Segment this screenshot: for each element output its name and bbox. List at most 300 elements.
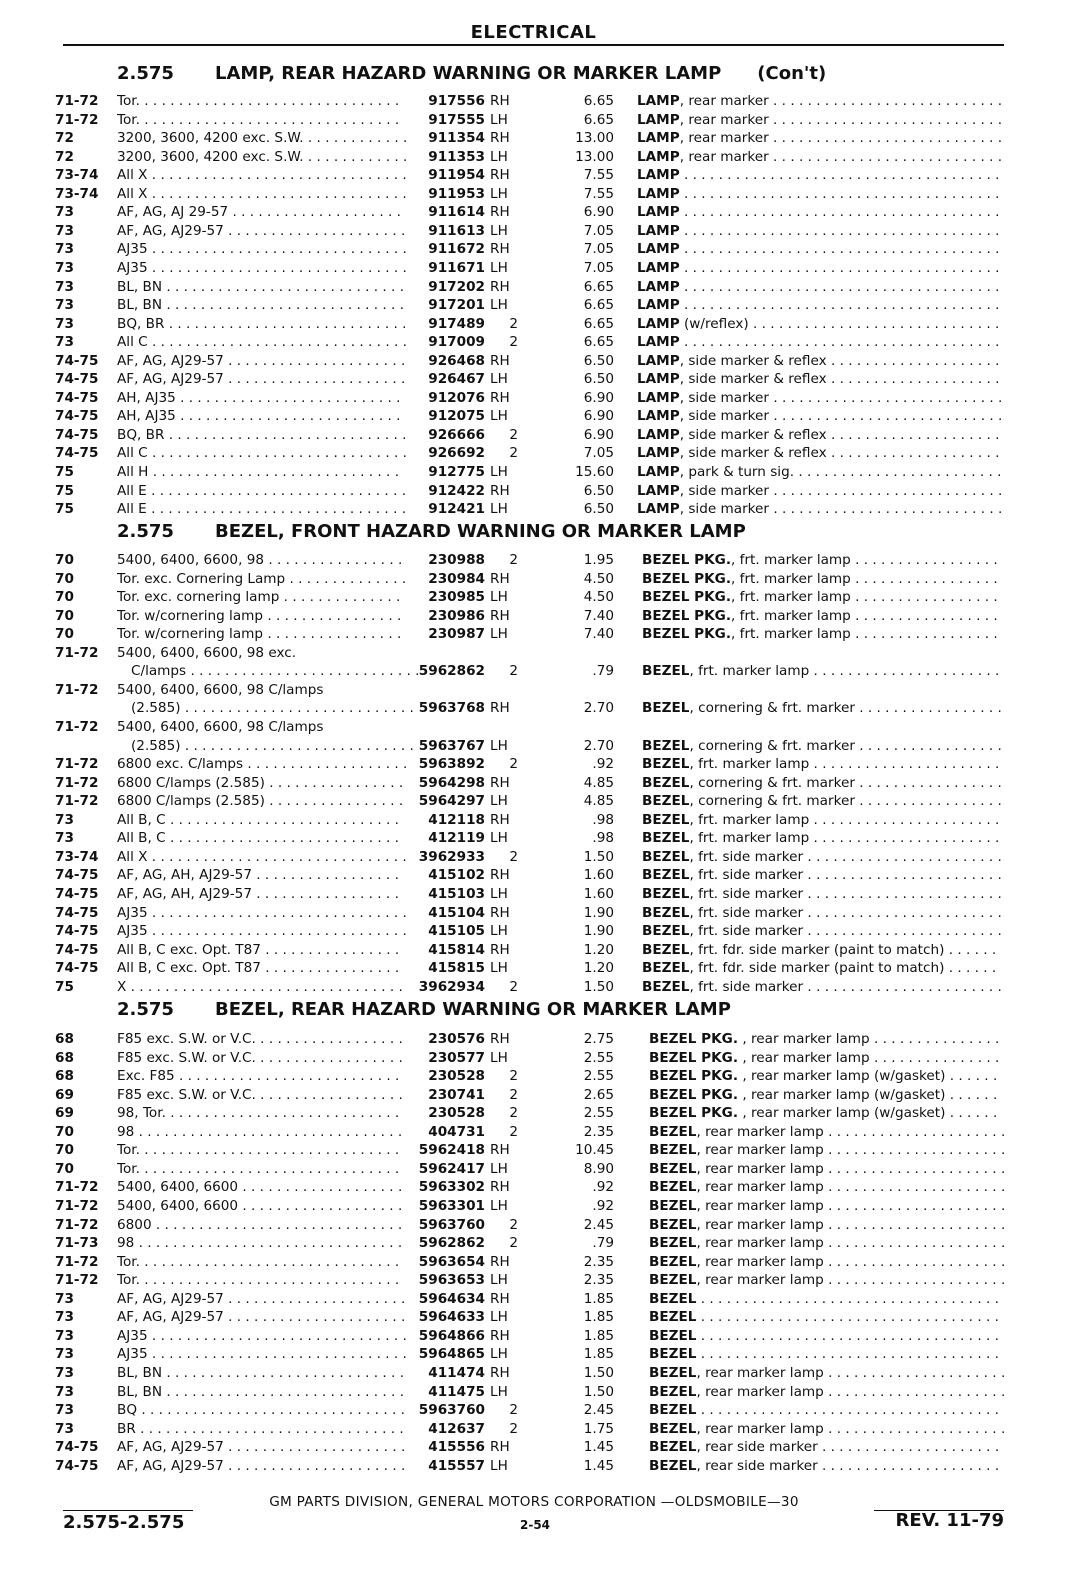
model-description: 6800 C/lamps (2.585) . . . . . . . . . . . . . . . . bbox=[117, 774, 404, 791]
table-row bbox=[0, 959, 1092, 977]
side-or-quantity: 2 bbox=[509, 1068, 518, 1085]
model-year: 74-75 bbox=[55, 1457, 99, 1474]
part-detail: , rear marker lamp . . . . . . . . . . . . . . . . . . . . . bbox=[696, 1216, 1005, 1233]
side-or-quantity: 2 bbox=[509, 1105, 518, 1122]
part-detail: , side marker & reflex . . . . . . . . . . . . . . . . . . . . bbox=[679, 352, 1000, 369]
side-or-quantity: RH bbox=[490, 607, 510, 624]
model-year: 71-72 bbox=[55, 793, 99, 810]
model-description: BQ, BR . . . . . . . . . . . . . . . . . . . . . . . . . . . . bbox=[117, 315, 407, 332]
part-detail: . . . . . . . . . . . . . . . . . . . . . . . . . . . . . . . . . . . . . bbox=[679, 297, 1000, 314]
price: 13.00 bbox=[575, 130, 614, 147]
part-description bbox=[649, 1290, 1005, 1308]
model-year: 74-75 bbox=[55, 1439, 99, 1456]
side-or-quantity: 2 bbox=[509, 1235, 518, 1251]
side-or-quantity: 2 bbox=[509, 445, 518, 462]
price: 2.35 bbox=[583, 1253, 614, 1270]
part-description bbox=[649, 1345, 1005, 1363]
model-year: 71-73 bbox=[55, 1235, 99, 1251]
part-number: 3962933 bbox=[418, 848, 485, 865]
table-row bbox=[0, 978, 1092, 996]
side-or-quantity: RH bbox=[490, 811, 510, 828]
side-or-quantity: RH bbox=[490, 774, 510, 791]
part-number: 917555 bbox=[428, 111, 485, 128]
part-number: 415102 bbox=[428, 867, 485, 884]
part-detail: . . . . . . . . . . . . . . . . . . . . . . . . . . . . . . . . . . . . . bbox=[679, 185, 1000, 202]
part-detail: , cornering & frt. marker . . . . . . . . . . . . . . . . . bbox=[689, 793, 1002, 810]
model-year: 68 bbox=[55, 1049, 74, 1066]
model-description: Tor. w/cornering lamp . . . . . . . . . . . . . . . . bbox=[117, 626, 402, 643]
part-name: LAMP bbox=[637, 352, 680, 369]
model-description: AJ35 . . . . . . . . . . . . . . . . . . . . . . . . . . . . . . bbox=[117, 904, 407, 921]
side-or-quantity: LH bbox=[490, 923, 508, 939]
part-description bbox=[649, 1327, 1005, 1345]
model-year: 74-75 bbox=[55, 352, 99, 369]
model-year: 68 bbox=[55, 1031, 74, 1047]
model-year: 71-72 bbox=[55, 1216, 99, 1233]
side-or-quantity: 2 bbox=[509, 663, 518, 680]
model-description: 5400, 6400, 6600, 98 C/lamps bbox=[117, 719, 324, 735]
model-description: BR . . . . . . . . . . . . . . . . . . . . . . . . . . . . . . . bbox=[117, 1420, 404, 1437]
part-detail: , rear marker lamp . . . . . . . . . . . . . . . . . . . . . bbox=[696, 1198, 1005, 1214]
side-or-quantity: LH bbox=[490, 111, 508, 128]
model-year: 70 bbox=[55, 1123, 74, 1140]
model-year: 73 bbox=[55, 241, 74, 258]
model-year: 74-75 bbox=[55, 941, 99, 958]
part-name: LAMP bbox=[637, 148, 680, 165]
footer-rule-left bbox=[63, 1510, 193, 1511]
side-or-quantity: LH bbox=[490, 960, 508, 977]
part-name: BEZEL bbox=[649, 1253, 697, 1270]
price: 7.55 bbox=[583, 167, 614, 184]
table-row bbox=[0, 333, 1092, 351]
side-or-quantity: LH bbox=[490, 371, 508, 388]
section-continued: (Con't) bbox=[757, 63, 827, 84]
part-number: 415557 bbox=[428, 1457, 485, 1474]
side-or-quantity: LH bbox=[490, 1383, 508, 1400]
part-detail: . . . . . . . . . . . . . . . . . . . . . . . . . . . . . . . . . . . . . bbox=[679, 204, 1000, 221]
part-description bbox=[637, 315, 1005, 333]
model-description: All E . . . . . . . . . . . . . . . . . . . . . . . . . . . . . . bbox=[117, 482, 407, 499]
part-detail: , rear marker lamp . . . . . . . . . . . . . . . . . . . . . bbox=[696, 1364, 1005, 1381]
part-number: 3962934 bbox=[418, 978, 485, 995]
part-name: BEZEL bbox=[649, 1216, 697, 1233]
model-year: 74-75 bbox=[55, 389, 99, 406]
model-year: 73 bbox=[55, 204, 74, 221]
price: 6.65 bbox=[583, 334, 614, 351]
side-or-quantity: LH bbox=[490, 297, 508, 314]
part-name: BEZEL bbox=[642, 793, 690, 810]
part-detail: , frt. marker lamp . . . . . . . . . . . . . . . . . bbox=[731, 552, 998, 568]
table-row bbox=[0, 240, 1092, 258]
table-row bbox=[0, 607, 1092, 625]
part-number: 911671 bbox=[428, 260, 485, 276]
price: 13.00 bbox=[575, 148, 614, 165]
model-year: 73 bbox=[55, 1420, 74, 1437]
part-number: 912076 bbox=[428, 389, 485, 406]
price: 4.50 bbox=[583, 570, 614, 587]
table-row bbox=[0, 1327, 1092, 1345]
side-or-quantity: RH bbox=[490, 93, 510, 109]
part-detail: , rear side marker . . . . . . . . . . . . . . . . . . . . . bbox=[696, 1439, 1000, 1456]
part-name: BEZEL bbox=[649, 1272, 697, 1289]
side-or-quantity: LH bbox=[490, 222, 508, 239]
section-number: 2.575 bbox=[117, 63, 174, 84]
part-name: BEZEL bbox=[649, 1439, 697, 1456]
part-description bbox=[637, 148, 1005, 166]
part-description bbox=[637, 333, 1005, 351]
price: 6.50 bbox=[583, 371, 614, 388]
price: 1.85 bbox=[583, 1309, 614, 1326]
table-row bbox=[0, 1401, 1092, 1419]
table-row bbox=[0, 129, 1092, 147]
part-description bbox=[642, 588, 1004, 606]
part-description bbox=[642, 607, 1004, 625]
part-number: 5964865 bbox=[418, 1346, 485, 1363]
model-year: 73 bbox=[55, 1290, 74, 1307]
part-number: 912075 bbox=[428, 408, 485, 425]
side-or-quantity: LH bbox=[490, 1160, 508, 1177]
model-year: 71-72 bbox=[55, 644, 99, 661]
side-or-quantity: LH bbox=[490, 1049, 508, 1066]
table-row bbox=[0, 1364, 1092, 1382]
table-row bbox=[0, 166, 1092, 184]
part-detail: , side marker & reflex . . . . . . . . . . . . . . . . . . . . bbox=[679, 445, 1000, 462]
table-row bbox=[0, 1271, 1092, 1289]
table-row bbox=[0, 259, 1092, 277]
part-description bbox=[637, 444, 1005, 462]
part-description bbox=[637, 111, 1005, 129]
model-description: All H . . . . . . . . . . . . . . . . . . . . . . . . . . . . . bbox=[117, 464, 400, 480]
part-name: BEZEL bbox=[642, 885, 690, 902]
table-row bbox=[0, 1216, 1092, 1234]
table-row bbox=[0, 570, 1092, 588]
model-description: AF, AG, AJ29-57 . . . . . . . . . . . . . . . . . . . . . bbox=[117, 1439, 406, 1456]
model-year: 70 bbox=[55, 607, 74, 624]
price: 6.65 bbox=[583, 93, 614, 109]
price: 7.05 bbox=[583, 222, 614, 239]
part-name: BEZEL bbox=[649, 1198, 697, 1214]
price: 1.90 bbox=[583, 923, 614, 939]
part-detail: , frt. side marker . . . . . . . . . . . . . . . . . . . . . . . bbox=[689, 904, 1002, 921]
part-number: 912775 bbox=[428, 464, 485, 480]
part-name: BEZEL PKG. bbox=[642, 552, 732, 568]
part-description bbox=[649, 1420, 1005, 1438]
model-description: AJ35 . . . . . . . . . . . . . . . . . . . . . . . . . . . . . . bbox=[117, 1346, 407, 1363]
part-number: 230528 bbox=[428, 1105, 485, 1122]
part-description bbox=[637, 259, 1005, 277]
part-name: LAMP bbox=[637, 482, 680, 499]
price: 7.05 bbox=[583, 260, 614, 276]
table-row bbox=[0, 1067, 1092, 1085]
part-detail: . . . . . . . . . . . . . . . . . . . . . . . . . . . . . . . . . . . bbox=[696, 1327, 999, 1344]
part-description bbox=[649, 1234, 1005, 1252]
model-description: F85 exc. S.W. or V.C. . . . . . . . . . . . . . . . . . bbox=[117, 1086, 403, 1103]
price: 2.35 bbox=[583, 1123, 614, 1140]
model-year: 70 bbox=[55, 570, 74, 587]
part-detail: , rear marker lamp . . . . . . . . . . . . . . . bbox=[738, 1049, 1000, 1066]
part-number: 415105 bbox=[428, 923, 485, 939]
part-description bbox=[649, 1123, 1005, 1141]
side-or-quantity: LH bbox=[490, 793, 508, 810]
part-description bbox=[649, 1178, 1005, 1196]
part-number: 917489 bbox=[428, 315, 485, 332]
table-row bbox=[0, 829, 1092, 847]
price: 2.45 bbox=[583, 1216, 614, 1233]
model-description: 6800 C/lamps (2.585) . . . . . . . . . . . . . . . . bbox=[117, 793, 404, 810]
table-row bbox=[0, 1234, 1092, 1252]
part-number: 926692 bbox=[428, 445, 485, 462]
part-description bbox=[649, 1438, 1005, 1456]
part-number: 230741 bbox=[428, 1086, 485, 1103]
part-detail: , frt. fdr. side marker (paint to match) . . . . . . bbox=[689, 941, 997, 958]
part-name: LAMP bbox=[637, 111, 680, 128]
side-or-quantity: LH bbox=[490, 885, 508, 902]
side-or-quantity: LH bbox=[490, 830, 508, 847]
part-description bbox=[642, 941, 1004, 959]
part-detail: , rear side marker . . . . . . . . . . . . . . . . . . . . . bbox=[696, 1457, 1000, 1474]
model-year: 71-72 bbox=[55, 681, 99, 698]
table-row bbox=[0, 718, 1092, 736]
price: 1.90 bbox=[583, 904, 614, 921]
part-description bbox=[649, 1308, 1005, 1326]
part-description bbox=[649, 1253, 1005, 1271]
footer-section-range: 2.575-2.575 bbox=[63, 1512, 185, 1533]
model-year: 70 bbox=[55, 626, 74, 643]
section-heading: BEZEL, FRONT HAZARD WARNING OR MARKER LAMP bbox=[215, 521, 746, 542]
table-row bbox=[0, 370, 1092, 388]
side-or-quantity: 2 bbox=[509, 315, 518, 332]
part-description bbox=[642, 922, 1004, 940]
part-number: 5963760 bbox=[418, 1402, 485, 1418]
side-or-quantity: RH bbox=[490, 1439, 510, 1456]
part-number: 5963301 bbox=[418, 1198, 485, 1214]
part-name: BEZEL PKG. bbox=[649, 1049, 739, 1066]
part-name: BEZEL bbox=[642, 978, 690, 995]
part-number: 5964634 bbox=[418, 1290, 485, 1307]
part-description bbox=[642, 959, 1004, 977]
model-description: (2.585) . . . . . . . . . . . . . . . . . . . . . . . . . . . bbox=[131, 700, 414, 717]
price: 6.65 bbox=[583, 111, 614, 128]
model-description: X . . . . . . . . . . . . . . . . . . . . . . . . . . . . . . . . bbox=[117, 978, 403, 995]
part-description bbox=[649, 1104, 1005, 1122]
part-detail: , frt. side marker . . . . . . . . . . . . . . . . . . . . . . . bbox=[689, 923, 1002, 939]
model-year: 74-75 bbox=[55, 867, 99, 884]
part-number: 230528 bbox=[428, 1068, 485, 1085]
table-row bbox=[0, 885, 1092, 903]
part-detail: , rear marker lamp (w/gasket) . . . . . . bbox=[738, 1068, 998, 1085]
model-year: 68 bbox=[55, 1068, 74, 1085]
part-name: BEZEL PKG. bbox=[649, 1105, 739, 1122]
part-name: LAMP bbox=[637, 185, 680, 202]
price: 6.50 bbox=[583, 482, 614, 499]
model-description: All C . . . . . . . . . . . . . . . . . . . . . . . . . . . . . . bbox=[117, 334, 407, 351]
model-description: AF, AG, AJ29-57 . . . . . . . . . . . . . . . . . . . . . bbox=[117, 371, 406, 388]
side-or-quantity: RH bbox=[490, 352, 510, 369]
model-description: All X . . . . . . . . . . . . . . . . . . . . . . . . . . . . . . bbox=[117, 848, 407, 865]
table-row bbox=[0, 755, 1092, 773]
side-or-quantity: RH bbox=[490, 1327, 510, 1344]
side-or-quantity: RH bbox=[490, 389, 510, 406]
part-number: 5963767 bbox=[418, 737, 485, 754]
part-name: BEZEL bbox=[649, 1290, 697, 1307]
part-detail: , rear marker lamp . . . . . . . . . . . . . . . bbox=[738, 1031, 1000, 1047]
part-detail: . . . . . . . . . . . . . . . . . . . . . . . . . . . . . . . . . . . . . bbox=[679, 241, 1000, 258]
model-year: 70 bbox=[55, 1142, 74, 1159]
model-year: 73 bbox=[55, 830, 74, 847]
table-row bbox=[0, 1104, 1092, 1122]
price: .98 bbox=[592, 811, 614, 828]
model-description: AJ35 . . . . . . . . . . . . . . . . . . . . . . . . . . . . . . bbox=[117, 241, 407, 258]
model-description: AF, AG, AJ29-57 . . . . . . . . . . . . . . . . . . . . . bbox=[117, 1309, 406, 1326]
part-name: BEZEL bbox=[642, 867, 690, 884]
part-name: BEZEL bbox=[649, 1309, 697, 1326]
price: 6.50 bbox=[583, 352, 614, 369]
table-row bbox=[0, 1308, 1092, 1326]
price: 1.50 bbox=[583, 978, 614, 995]
model-description: BQ, BR . . . . . . . . . . . . . . . . . . . . . . . . . . . . bbox=[117, 426, 407, 443]
price: 6.90 bbox=[583, 426, 614, 443]
part-number: 404731 bbox=[428, 1123, 485, 1140]
table-row bbox=[0, 444, 1092, 462]
part-description bbox=[637, 463, 1005, 481]
price: 15.60 bbox=[575, 464, 614, 480]
side-or-quantity: RH bbox=[490, 1179, 510, 1196]
model-year: 74-75 bbox=[55, 923, 99, 939]
side-or-quantity: RH bbox=[490, 278, 510, 295]
price: 6.65 bbox=[583, 278, 614, 295]
price: 6.90 bbox=[583, 389, 614, 406]
part-number: 917201 bbox=[428, 297, 485, 314]
table-row bbox=[0, 866, 1092, 884]
price: .92 bbox=[592, 1179, 614, 1196]
table-row bbox=[0, 662, 1092, 680]
part-name: BEZEL PKG. bbox=[649, 1031, 739, 1047]
table-row bbox=[0, 296, 1092, 314]
part-number: 230577 bbox=[428, 1049, 485, 1066]
part-detail: , cornering & frt. marker . . . . . . . . . . . . . . . . . bbox=[689, 737, 1002, 754]
part-description bbox=[637, 500, 1005, 518]
part-description bbox=[642, 551, 1004, 569]
part-number: 911954 bbox=[428, 167, 485, 184]
section-title bbox=[117, 62, 826, 86]
price: 7.55 bbox=[583, 185, 614, 202]
part-name: LAMP bbox=[637, 389, 680, 406]
model-description: Tor. exc. Cornering Lamp . . . . . . . . . . . . . . bbox=[117, 570, 407, 587]
part-description bbox=[649, 1030, 1005, 1048]
model-description: AF, AG, AJ29-57 . . . . . . . . . . . . . . . . . . . . . bbox=[117, 1457, 406, 1474]
part-number: 912421 bbox=[428, 501, 485, 518]
model-description: Tor. w/cornering lamp . . . . . . . . . . . . . . . . bbox=[117, 607, 402, 624]
price: 6.65 bbox=[583, 315, 614, 332]
part-name: BEZEL bbox=[649, 1402, 697, 1418]
part-number: 911354 bbox=[428, 130, 485, 147]
part-description bbox=[637, 426, 1005, 444]
side-or-quantity: RH bbox=[490, 1253, 510, 1270]
table-row bbox=[0, 1253, 1092, 1271]
part-number: 5964298 bbox=[418, 774, 485, 791]
side-or-quantity: RH bbox=[490, 482, 510, 499]
model-description: BL, BN . . . . . . . . . . . . . . . . . . . . . . . . . . . . bbox=[117, 297, 405, 314]
part-number: 230984 bbox=[428, 570, 485, 587]
part-description bbox=[637, 278, 1005, 296]
part-name: LAMP bbox=[637, 241, 680, 258]
part-number: 412637 bbox=[428, 1420, 485, 1437]
part-description bbox=[637, 482, 1005, 500]
part-number: 911614 bbox=[428, 204, 485, 221]
part-description bbox=[642, 904, 1004, 922]
price: 7.05 bbox=[583, 241, 614, 258]
part-detail: , rear marker lamp . . . . . . . . . . . . . . . . . . . . . bbox=[696, 1383, 1005, 1400]
model-description: AF, AG, AJ 29-57 . . . . . . . . . . . . . . . . . . . . bbox=[117, 204, 401, 221]
page-header-title: ELECTRICAL bbox=[470, 22, 597, 43]
side-or-quantity: RH bbox=[490, 904, 510, 921]
side-or-quantity: LH bbox=[490, 1272, 508, 1289]
model-description: 3200, 3600, 4200 exc. S.W. . . . . . . . . . . . . bbox=[117, 130, 407, 147]
price: 1.20 bbox=[583, 941, 614, 958]
part-name: LAMP bbox=[637, 93, 680, 109]
model-description: C/lamps . . . . . . . . . . . . . . . . . . . . . . . . . . . bbox=[131, 663, 420, 680]
side-or-quantity: LH bbox=[490, 501, 508, 518]
model-description: 98, Tor. . . . . . . . . . . . . . . . . . . . . . . . . . . . bbox=[117, 1105, 400, 1122]
part-detail: . . . . . . . . . . . . . . . . . . . . . . . . . . . . . . . . . . . . . bbox=[679, 222, 1000, 239]
table-row bbox=[0, 1123, 1092, 1141]
part-number: 911672 bbox=[428, 241, 485, 258]
price: 1.85 bbox=[583, 1290, 614, 1307]
part-description bbox=[637, 129, 1005, 147]
model-year: 71-72 bbox=[55, 93, 99, 109]
part-name: BEZEL bbox=[649, 1346, 697, 1363]
side-or-quantity: LH bbox=[490, 408, 508, 425]
price: 2.75 bbox=[583, 1031, 614, 1047]
table-row bbox=[0, 737, 1092, 755]
part-description bbox=[637, 203, 1005, 221]
part-number: 5962862 bbox=[418, 663, 485, 680]
part-description bbox=[649, 1086, 1005, 1104]
price: 2.45 bbox=[583, 1402, 614, 1418]
model-description: All B, C exc. Opt. T87 . . . . . . . . . . . . . . . . bbox=[117, 941, 400, 958]
model-description: AJ35 . . . . . . . . . . . . . . . . . . . . . . . . . . . . . . bbox=[117, 260, 407, 276]
price: .92 bbox=[592, 1198, 614, 1214]
part-name: LAMP bbox=[637, 297, 680, 314]
price: 1.60 bbox=[583, 885, 614, 902]
model-year: 73-74 bbox=[55, 848, 99, 865]
part-number: 5964633 bbox=[418, 1309, 485, 1326]
part-number: 5963760 bbox=[418, 1216, 485, 1233]
section-heading: BEZEL, REAR HAZARD WARNING OR MARKER LAMP bbox=[215, 999, 731, 1020]
table-row bbox=[0, 203, 1092, 221]
part-number: 5963302 bbox=[418, 1179, 485, 1196]
model-description: All C . . . . . . . . . . . . . . . . . . . . . . . . . . . . . . bbox=[117, 445, 407, 462]
model-description: All X . . . . . . . . . . . . . . . . . . . . . . . . . . . . . . bbox=[117, 167, 407, 184]
part-detail: , rear marker lamp . . . . . . . . . . . . . . . . . . . . . bbox=[696, 1253, 1005, 1270]
price: 10.45 bbox=[575, 1142, 614, 1159]
side-or-quantity: LH bbox=[490, 148, 508, 165]
model-description: All E . . . . . . . . . . . . . . . . . . . . . . . . . . . . . . bbox=[117, 501, 407, 518]
part-number: 412118 bbox=[428, 811, 485, 828]
part-number: 912422 bbox=[428, 482, 485, 499]
model-description: Exc. F85 . . . . . . . . . . . . . . . . . . . . . . . . . . bbox=[117, 1068, 400, 1085]
model-description: 98 . . . . . . . . . . . . . . . . . . . . . . . . . . . . . . . bbox=[117, 1235, 403, 1251]
part-name: BEZEL bbox=[649, 1420, 697, 1437]
part-detail: , rear marker . . . . . . . . . . . . . . . . . . . . . . . . . . . bbox=[679, 148, 1003, 165]
part-name: LAMP bbox=[637, 501, 680, 518]
part-description bbox=[637, 185, 1005, 203]
price: 6.65 bbox=[583, 297, 614, 314]
part-number: 5962862 bbox=[418, 1235, 485, 1251]
part-detail: , frt. marker lamp . . . . . . . . . . . . . . . . . bbox=[731, 607, 998, 624]
footer-page-number: 2-54 bbox=[519, 1518, 551, 1532]
table-row bbox=[0, 185, 1092, 203]
